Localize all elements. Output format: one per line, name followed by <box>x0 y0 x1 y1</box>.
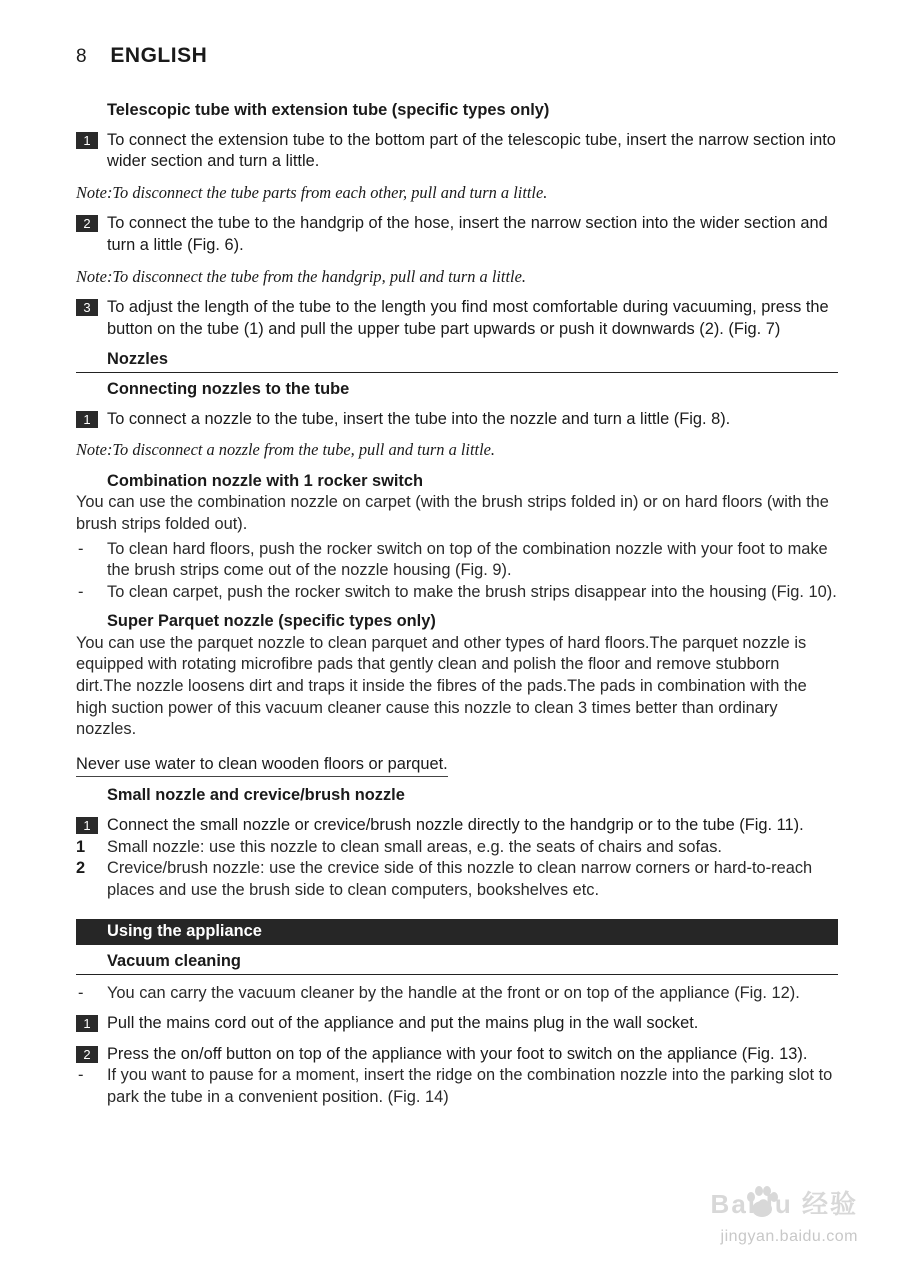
page-number: 8 <box>76 46 87 67</box>
subheading-small-nozzle: Small nozzle and crevice/brush nozzle <box>107 786 405 805</box>
step-item <box>76 409 838 431</box>
step-text: To connect the tube to the handgrip of the hose, insert the narrow section into the wider section and turn a little (Fig. 6). <box>107 214 828 254</box>
list-item <box>76 983 838 1005</box>
step-item <box>76 1044 838 1066</box>
step-text: To connect a nozzle to the tube, insert the tube into the nozzle and turn a little (Fig. 8). <box>107 409 731 428</box>
step-item <box>76 130 838 173</box>
step-item <box>76 297 838 340</box>
dash-bullet: - <box>78 983 84 1002</box>
step-number-badge: 1 <box>76 411 98 428</box>
step-number-badge: 2 <box>76 215 98 232</box>
subheading-vacuum-cleaning: Vacuum cleaning <box>76 951 838 975</box>
list-item <box>76 1065 838 1108</box>
paragraph: You can use the combination nozzle on carpet (with the brush strips folded in) or on hard floors (with the brush strips folded out). <box>76 493 829 533</box>
watermark <box>672 1176 862 1248</box>
step-number-badge: 2 <box>76 1046 98 1063</box>
item-text: Small nozzle: use this nozzle to clean small areas, e.g. the seats of chairs and sofas. <box>107 837 722 856</box>
step-item <box>76 815 838 837</box>
dash-bullet: - <box>78 582 84 601</box>
step-text: Pull the mains cord out of the appliance and put the mains plug in the wall socket. <box>107 1014 699 1033</box>
page-header <box>76 44 207 68</box>
numbered-item <box>76 837 838 859</box>
step-text: Press the on/off button on top of the appliance with your foot to switch on the appliance (Fig. 13). <box>107 1044 808 1063</box>
item-text: Crevice/brush nozzle: use the crevice side of this nozzle to clean narrow corners or hard-to-reach places and use the brush side to clean computers, bookshelves etc. <box>107 859 813 899</box>
section-heading-nozzles: Nozzles <box>76 349 838 373</box>
item-number: 2 <box>76 859 86 878</box>
step-item <box>76 213 838 256</box>
item-number: 1 <box>76 837 86 856</box>
step-item <box>76 1013 838 1035</box>
list-item-text: To clean hard floors, push the rocker switch on top of the combination nozzle with your foot to make the brush strips come out of the nozzle housing (Fig. 9). <box>107 539 828 580</box>
list-item <box>76 582 838 604</box>
list-item-text: If you want to pause for a moment, insert the ridge on the combination nozzle into the parking slot to park the tube in a convenient position. (Fig. 14) <box>107 1066 833 1106</box>
subheading-combination: Combination nozzle with 1 rocker switch <box>107 471 424 490</box>
paragraph: You can use the parquet nozzle to clean parquet and other types of hard floors.The parquet nozzle is equipped with rotating microfibre pads that gently clean and polish the floor and remove stubborn dirt.The nozzle loosens dirt and traps it inside the fibres of the pads.The pads in combination with the high suction power of this vacuum cleaner cause this nozzle to clean 3 times better than ordinary nozzles. <box>76 633 807 739</box>
step-text: To adjust the length of the tube to the length you find most comfortable during vacuuming, press the button on the tube (1) and pull the upper tube part upwards or push it downwards (2). (Fig. 7) <box>107 298 829 338</box>
step-number-badge: 1 <box>76 132 98 149</box>
note-text: Note:To disconnect a nozzle from the tube, pull and turn a little. <box>76 440 496 460</box>
numbered-item <box>76 858 838 901</box>
step-text: To connect the extension tube to the bottom part of the telescopic tube, insert the narrow section into wider section and turn a little. <box>107 130 836 171</box>
list-item-text: You can carry the vacuum cleaner by the handle at the front or on top of the appliance (Fig. 12). <box>107 983 800 1002</box>
step-text: Connect the small nozzle or crevice/brush nozzle directly to the handgrip or to the tube (Fig. 11). <box>107 816 804 835</box>
dash-bullet: - <box>78 1066 84 1085</box>
step-number-badge: 1 <box>76 817 98 834</box>
note-text: Note:To disconnect the tube parts from each other, pull and turn a little. <box>76 182 548 202</box>
list-item <box>76 539 838 582</box>
step-number-badge: 3 <box>76 299 98 316</box>
subheading-connecting: Connecting nozzles to the tube <box>107 379 350 398</box>
subheading-parquet: Super Parquet nozzle (specific types only) <box>107 612 436 631</box>
dash-bullet: - <box>78 539 84 558</box>
chapter-band-using-appliance: Using the appliance <box>76 919 838 945</box>
warning-text: Never use water to clean wooden floors or parquet. <box>76 754 448 778</box>
section-heading-telescopic: Telescopic tube with extension tube (specific types only) <box>107 101 550 119</box>
language-title: ENGLISH <box>110 44 208 67</box>
watermark-url: jingyan.baidu.com <box>720 1228 858 1245</box>
document-body <box>76 100 838 1109</box>
step-number-badge: 1 <box>76 1015 98 1032</box>
list-item-text: To clean carpet, push the rocker switch to make the brush strips disappear into the housing (Fig. 10). <box>107 582 837 601</box>
watermark-brand: Baidu 经验 <box>710 1189 858 1219</box>
note-text: Note:To disconnect the tube from the handgrip, pull and turn a little. <box>76 266 526 286</box>
